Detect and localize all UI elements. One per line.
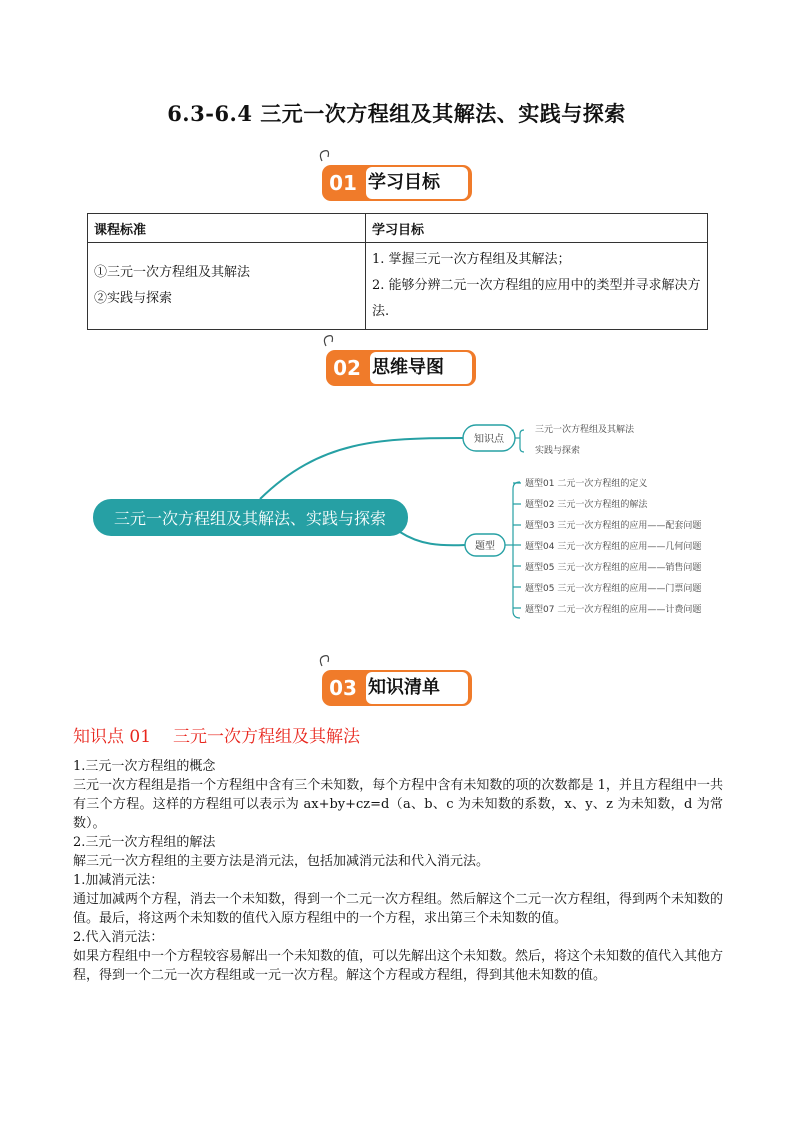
paragraph: 1.加减消元法：	[73, 873, 164, 888]
mindmap-center-label: 三元一次方程组及其解法、实践与探索	[113, 509, 387, 528]
standard-item: ①三元一次方程组及其解法	[94, 265, 251, 280]
paragraph: 解三元一次方程组的主要方法是消元法，包括加减消元法和代入消元法。	[73, 854, 490, 869]
mindmap-leaf: 题型03 三元一次方程组的应用——配套问题	[525, 521, 702, 531]
mindmap-node-label: 知识点	[474, 434, 504, 445]
section-label: 思维导图	[372, 357, 444, 378]
knowledge-point-heading	[73, 722, 382, 747]
section-number: 02	[333, 356, 361, 380]
paragraph: 通过加减两个方程，消去一个未知数，得到一个二元一次方程组。然后解这个二元一次方程组，得到两个未知数的值。最后，将这两个未知数的值代入原方程组中的一个方程，求出第三个未知数的值。	[73, 892, 724, 926]
knowledge-body	[73, 757, 723, 985]
knowledge-point-number: 知识点 01	[73, 727, 152, 747]
section-label: 知识清单	[368, 677, 440, 698]
section-number: 03	[329, 676, 357, 700]
standards-table	[87, 213, 708, 330]
paragraph: 2.代入消元法：	[73, 930, 164, 945]
paragraph: 1.三元一次方程组的概念	[73, 759, 216, 774]
section-badge-mindmap	[322, 332, 482, 392]
goal-item: 1. 掌握三元一次方程组及其解法；	[372, 252, 571, 267]
mindmap-leaf: 题型07 二元一次方程组的应用——计费问题	[525, 605, 702, 615]
section-badge-goals	[318, 147, 478, 207]
mindmap-leaf: 题型05 三元一次方程组的应用——门票问题	[525, 584, 702, 594]
mind-map	[80, 400, 760, 630]
section-label: 学习目标	[368, 172, 440, 193]
mindmap-leaf: 题型01 二元一次方程组的定义	[525, 479, 648, 489]
paragraph: 如果方程组中一个方程较容易解出一个未知数的值，可以先解出这个未知数。然后，将这个未知数的值代入其他方程，得到一个二元一次方程组或一元一次方程。解这个方程或方程组，得到其他未知数的值。	[73, 949, 724, 983]
table-header-goals: 学习目标	[366, 214, 708, 243]
section-badge-knowledge	[318, 652, 478, 712]
paragraph: 2.三元一次方程组的解法	[73, 835, 216, 850]
mindmap-leaf: 题型02 三元一次方程组的解法	[525, 500, 648, 510]
mindmap-leaf: 三元一次方程组及其解法	[535, 425, 635, 435]
mindmap-node-label: 题型	[475, 541, 495, 552]
paragraph: 三元一次方程组是指一个方程组中含有三个未知数，每个方程中含有未知数的项的次数都是 1，并且方程组中一共有三个方程。这样的方程组可以表示为 ax+by+cz=d（a、b、c 为未知数的系数，x、y、z 为未知数，d 为常数）。	[73, 778, 723, 831]
table-cell-standards	[88, 243, 366, 330]
knowledge-point-title: 三元一次方程组及其解法	[173, 727, 361, 747]
mindmap-leaf: 题型04 三元一次方程组的应用——几何问题	[525, 542, 702, 552]
mindmap-leaf: 题型05 三元一次方程组的应用——销售问题	[525, 563, 702, 573]
table-cell-goals	[366, 243, 708, 330]
page-title: 6.3-6.4 三元一次方程组及其解法、实践与探索	[167, 101, 626, 126]
section-number: 01	[329, 171, 357, 195]
standard-item: ②实践与探索	[94, 291, 173, 306]
table-header-standard: 课程标准	[88, 214, 366, 243]
goal-item: 2. 能够分辨二元一次方程组的应用中的类型并寻求解决方法.	[372, 278, 701, 319]
mindmap-leaf: 实践与探索	[535, 446, 581, 456]
